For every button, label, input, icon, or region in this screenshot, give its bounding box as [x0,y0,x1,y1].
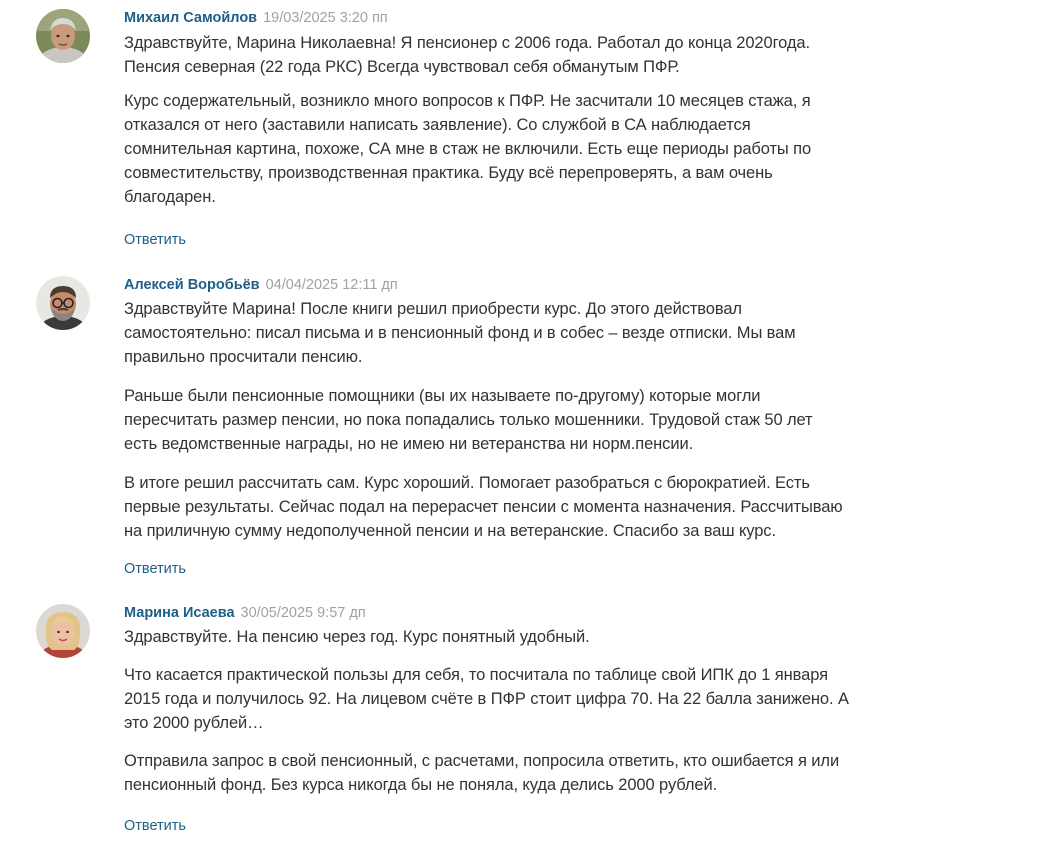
avatar [36,9,90,63]
reply-link[interactable]: Ответить [124,561,186,577]
text-line: Пенсия северная (22 года РКС) Всегда чувствовал себя обманутым ПФР. [124,58,680,76]
text-line: пенсионный фонд. Без курса никогда бы не поняла, куда делись 2000 рублей. [124,776,718,794]
text-line: сомнительная картина, похоже, СА мне в стаж не включили. Есть еще периоды работы по [124,140,812,158]
text-line: Здравствуйте Марина! После книги решил приобрести курс. До этого действовал [124,300,742,318]
comment-date: 04/04/2025 12:11 дп [265,277,398,293]
text-line: пересчитать размер пенсии, но пока попадались только мошенники. Трудовой стаж 50 лет [124,411,813,429]
comment-paragraph [124,749,924,797]
text-line: 2015 года и получилось 92. На лицевом счёте в ПФР стоит цифра 70. На 22 балла занижено. А [124,690,849,708]
text-line: благодарен. [124,188,216,206]
comment-meta [124,602,924,624]
text-line: самостоятельно: писал письма и в пенсионный фонд и в собес – везде отписки. Мы вам [124,324,796,342]
reply-link[interactable]: Ответить [124,818,186,834]
text-line: первые результаты. Сейчас подал на перерасчет пенсии с момента назначения. Рассчитываю [124,498,843,516]
comment-meta [124,274,924,296]
text-line: Раньше были пенсионные помощники (вы их называете по-другому) которые могли [124,387,761,405]
comment-paragraph [124,471,924,543]
comment-paragraph [124,663,924,735]
comment-meta [124,7,924,29]
comment-paragraph [124,384,924,456]
text-line: Что касается практической пользы для себя, то посчитала по таблице свой ИПК до 1 января [124,666,828,684]
comment-paragraph [124,89,924,209]
comment-date: 30/05/2025 9:57 дп [240,605,366,621]
text-line: есть ведомственные награды, но не имею ни ветеранства ни норм.пенсии. [124,435,694,453]
text-line: Курс содержательный, возникло много вопросов к ПФР. Не засчитали 10 месяцев стажа, я [124,92,811,110]
comment-date: 19/03/2025 3:20 пп [263,10,388,26]
avatar-man-glasses-beard-icon [36,276,90,330]
comment-author[interactable]: Марина Исаева [124,605,235,621]
text-line: на приличную сумму недополученной пенсии и на ветеранские. Спасибо за ваш курс. [124,522,776,540]
avatar [36,276,90,330]
avatar-man-grey-hair-icon [36,9,90,63]
comment-paragraph [124,31,924,79]
comment-paragraph [124,625,924,649]
avatar [36,604,90,658]
reply-link[interactable]: Ответить [124,232,186,248]
comment-paragraph [124,297,924,369]
avatar-woman-blonde-icon [36,604,90,658]
comment-author[interactable]: Михаил Самойлов [124,10,258,26]
text-line: Отправила запрос в свой пенсионный, с расчетами, попросила ответить, кто ошибается я или [124,752,840,770]
text-line: совместительству, производственная практика. Буду всё перепроверять, а вам очень [124,164,773,182]
text-line: Здравствуйте. На пенсию через год. Курс понятный удобный. [124,628,590,646]
text-line: В итоге решил рассчитать сам. Курс хороший. Помогает разобраться с бюрократией. Есть [124,474,810,492]
text-line: это 2000 рублей… [124,714,264,732]
text-line: правильно просчитали пенсию. [124,348,363,366]
text-line: отказался от него (заставили написать заявление). Со службой в СА наблюдается [124,116,751,134]
text-line: Здравствуйте, Марина Николаевна! Я пенсионер с 2006 года. Работал до конца 2020года. [124,34,810,52]
comment-author[interactable]: Алексей Воробьёв [124,277,260,293]
